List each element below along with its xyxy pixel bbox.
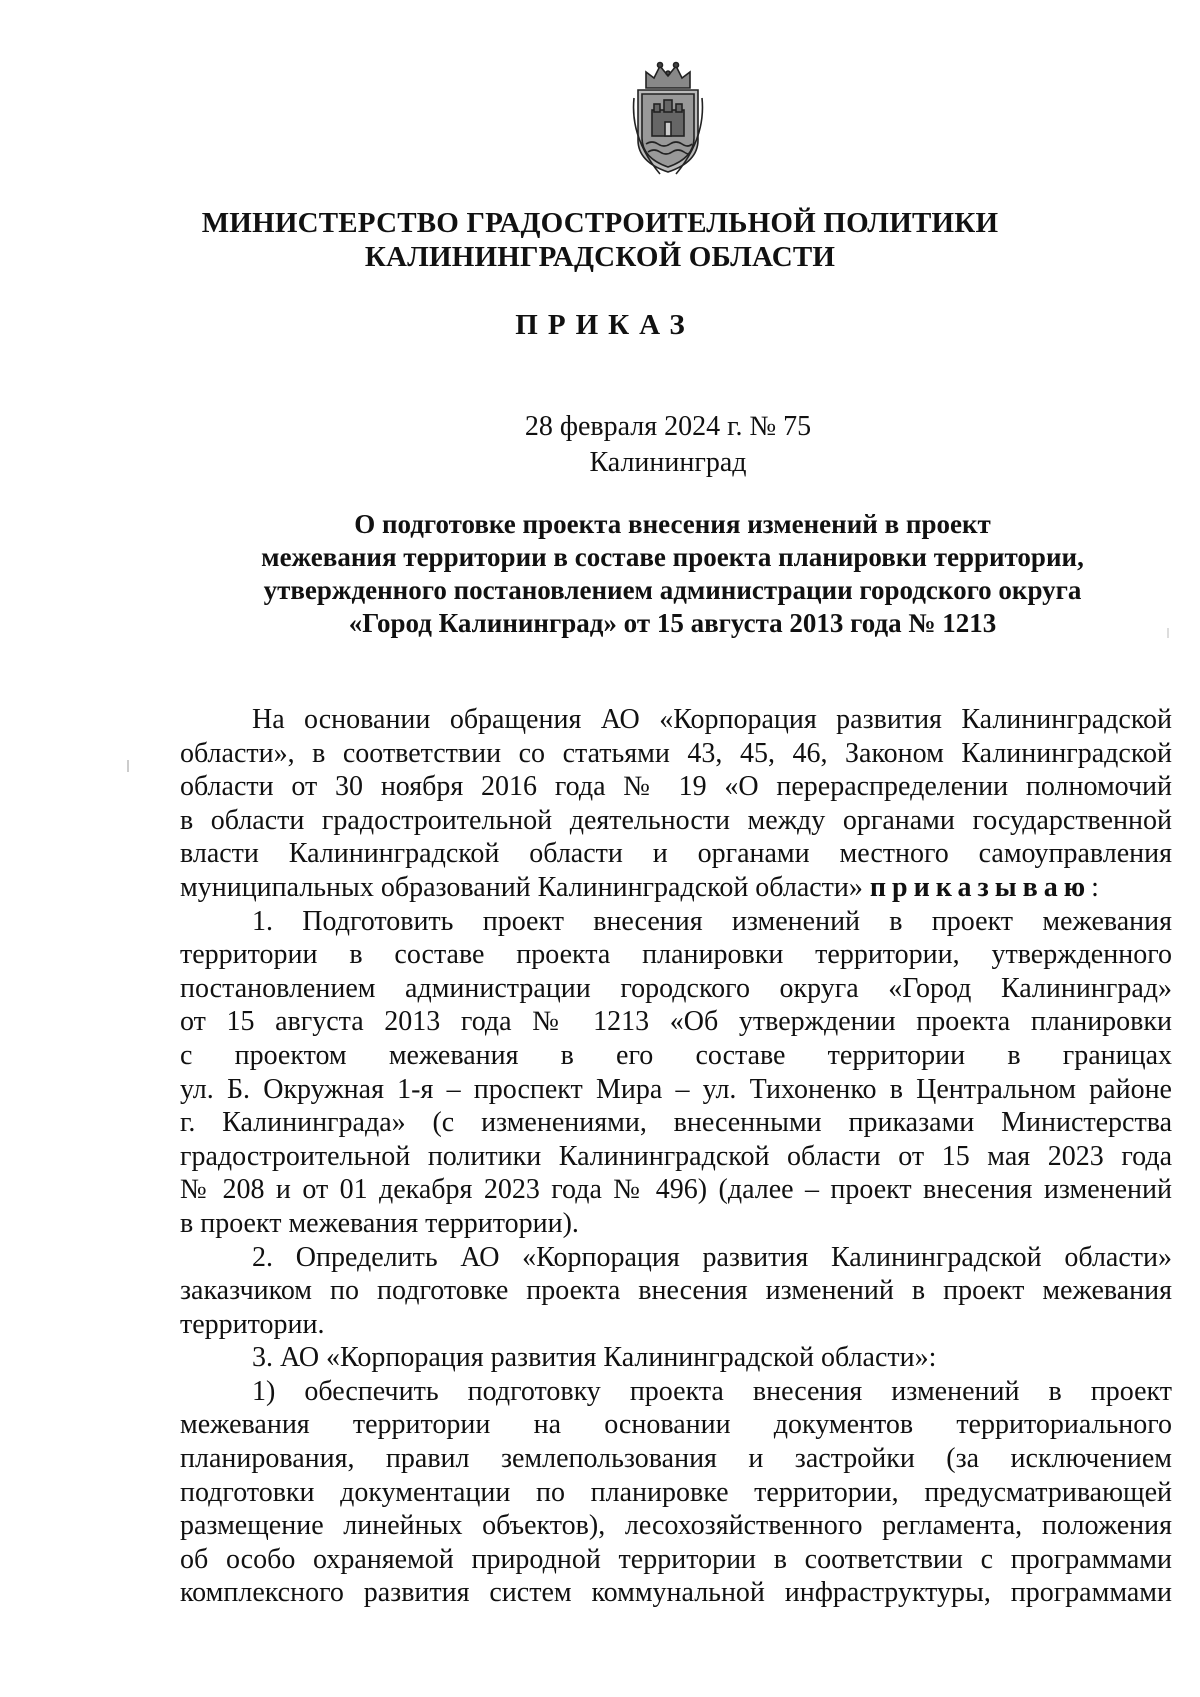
order-subject [170,508,1175,640]
item2-line: территории. [180,1308,325,1340]
ministry-name-line1: МИНИСТЕРСТВО ГРАДОСТРОИТЕЛЬНОЙ ПОЛИТИКИ [201,207,999,239]
item1-line: 1. Подготовить проект внесения изменений в проект межевания [252,905,1172,937]
date-place-block [0,409,1200,481]
item3-1-line: комплексного развития систем коммунальной инфраструктуры, программами [180,1577,1172,1609]
subject-line: О подготовке проекта внесения изменений в проект [354,509,991,539]
body-line: области от 30 ноября 2016 года № 19 «О перераспределении полномочий [180,771,1172,803]
subject-line: «Город Калининград» от 15 августа 2013 года № 1213 [348,608,997,638]
item3-1-line: планирования, правил землепользования и застройки (за исключением [180,1443,1172,1475]
item2-line: заказчиком по подготовке проекта внесения изменений в проект межевания [180,1275,1172,1307]
item1-line: г. Калининграда» (с изменениями, внесенными приказами Министерства [180,1107,1172,1139]
item3-1-line: об особо охраняемой природной территории в соответствии с программами [180,1543,1172,1575]
item1-line: в проект межевания территории). [180,1207,579,1239]
body-line: На основании обращения АО «Корпорация развития Калининградской [252,704,1172,735]
subject-line: утвержденного постановлением администрации городского округа [263,575,1082,605]
document-type-title: ПРИКАЗ [515,309,695,341]
command-word: приказываю [869,871,1092,903]
scan-artifact [1167,628,1169,638]
intro-last-text: муниципальных образований Калининградской области» [180,871,870,903]
item1-line: с проектом межевания в его составе территории в границах [180,1039,1172,1071]
scan-artifact [127,760,129,772]
item1-line: постановлением администрации городского округа «Город Калининград» [180,972,1172,1004]
item3-1-line: подготовки документации по планировке территории, предусматривающей [180,1476,1172,1508]
order-body [180,703,1172,1610]
item1-line: территории в составе проекта планировки территории, утвержденного [180,939,1172,971]
command-colon: : [1091,871,1099,903]
kaliningrad-coat-of-arms-icon [630,58,706,178]
order-city: Калининград [589,447,747,478]
body-line: в области градостроительной деятельности между органами государственной [180,804,1172,836]
item2-line: 2. Определить АО «Корпорация развития Калининградской области» [252,1241,1172,1273]
item3-1-line: межевания территории на основании документов территориального [180,1409,1172,1441]
body-line: области», в соответствии со статьями 43, 45, 46, Законом Калининградской [180,737,1172,769]
ministry-name-line2: КАЛИНИНГРАДСКОЙ ОБЛАСТИ [364,241,836,273]
ministry-name [0,206,1200,274]
item3-line: 3. АО «Корпорация развития Калининградской области»: [252,1342,937,1374]
body-line: власти Калининградской области и органами местного самоуправления [180,838,1172,870]
order-date-number: 28 февраля 2024 г. № 75 [524,411,812,442]
item1-line: № 208 и от 01 декабря 2023 года № 496) (далее – проект внесения изменений [180,1174,1172,1206]
item1-line: от 15 августа 2013 года № 1213 «Об утверждении проекта планировки [180,1006,1172,1038]
body-line-command [180,871,1172,905]
item3-1-line: размещение линейных объектов), лесохозяйственного регламента, положения [180,1510,1172,1542]
subject-line: межевания территории в составе проекта планировки территории, [261,542,1084,572]
item3-1-line: 1) обеспечить подготовку проекта внесения изменений в проект [252,1375,1172,1407]
item1-line: градостроительной политики Калининградской области от 15 мая 2023 года [180,1140,1172,1172]
item1-line: ул. Б. Окружная 1-я – проспект Мира – ул. Тихоненко в Центральном районе [180,1073,1172,1105]
